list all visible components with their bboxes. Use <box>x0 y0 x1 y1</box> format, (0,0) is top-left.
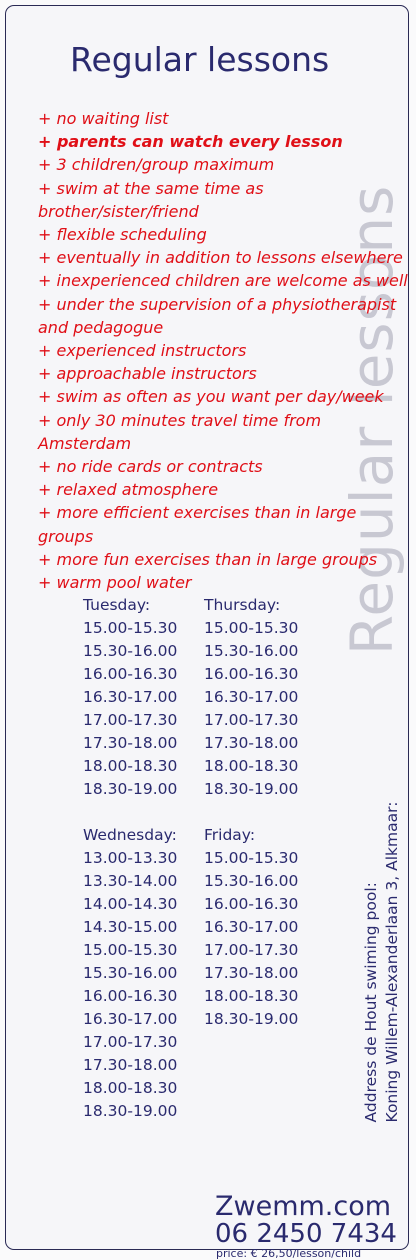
time-slot: 16.00-16.30 <box>83 987 178 1005</box>
feature-item: + under the supervision of a physiotherapist <box>38 294 397 314</box>
feature-item: + eventually in addition to lessons elsewhere <box>38 248 403 268</box>
time-slot: 15.00-15.30 <box>83 619 178 637</box>
time-slot: 15.00-15.30 <box>83 941 178 959</box>
time-slot: 17.30-18.00 <box>204 734 299 752</box>
day-heading: Wednesday: <box>83 826 177 844</box>
info-card <box>5 5 409 1260</box>
time-slot: 15.30-16.00 <box>83 964 178 982</box>
feature-item: + warm pool water <box>38 573 192 593</box>
time-slot: 15.30-16.00 <box>204 872 299 890</box>
time-slot: 17.00-17.30 <box>204 941 299 959</box>
day-heading: Friday: <box>204 826 256 844</box>
time-slot: 16.00-16.30 <box>83 665 178 683</box>
time-slot: 17.30-18.00 <box>204 964 299 982</box>
pool-address <box>361 802 403 1123</box>
watermark-text: Regular lessons <box>338 184 406 656</box>
time-slot: 14.30-15.00 <box>83 918 178 936</box>
time-slot: 18.30-19.00 <box>83 1102 178 1120</box>
time-slot: 17.00-17.30 <box>204 711 299 729</box>
time-slot: 16.00-16.30 <box>204 665 299 683</box>
time-slot: 18.30-19.00 <box>204 780 299 798</box>
time-slot: 16.00-16.30 <box>204 895 299 913</box>
day-heading: Thursday: <box>204 596 281 614</box>
time-slot: 18.00-18.30 <box>204 987 299 1005</box>
feature-item: + flexible scheduling <box>38 225 207 245</box>
time-slot: 18.30-19.00 <box>204 1010 299 1028</box>
time-slot: 16.30-17.00 <box>204 688 299 706</box>
feature-item: + experienced instructors <box>38 341 247 361</box>
time-slot: 17.30-18.00 <box>83 1056 178 1074</box>
feature-item: + only 30 minutes travel time from Amsterdam <box>38 410 322 453</box>
time-slot: 15.30-16.00 <box>83 642 178 660</box>
time-slot: 14.00-14.30 <box>83 895 178 913</box>
address-line-2: Koning Willem-Alexanderlaan 3, Alkmaar: <box>383 801 401 1123</box>
feature-item: + 3 children/group maximum <box>38 155 275 175</box>
feature-item: + parents can watch every lesson <box>38 132 343 152</box>
time-slot: 13.00-13.30 <box>83 849 178 867</box>
schedule-friday <box>204 824 298 1031</box>
time-slot: 15.00-15.30 <box>204 849 299 867</box>
feature-item: + no waiting list <box>38 109 169 128</box>
time-slot: 13.30-14.00 <box>83 872 178 890</box>
feature-item: + swim as often as you want per day/week <box>38 387 384 407</box>
day-heading: Tuesday: <box>83 596 151 614</box>
schedule-thursday <box>204 594 298 801</box>
schedule-wednesday <box>83 824 177 1123</box>
phone-number[interactable]: 06 2450 7434 <box>215 1219 397 1249</box>
time-slot: 16.30-17.00 <box>83 1010 178 1028</box>
time-slot: 17.00-17.30 <box>83 1033 178 1051</box>
schedule-tuesday <box>83 594 177 801</box>
feature-item: and pedagogue <box>38 317 164 337</box>
feature-item: + relaxed atmosphere <box>38 480 219 500</box>
feature-item: + swim at the same time as brother/sister/friend <box>38 178 264 221</box>
website-link[interactable]: Zwemm.com <box>215 1191 392 1222</box>
time-slot: 18.00-18.30 <box>83 757 178 775</box>
feature-item: + no ride cards or contracts <box>38 457 263 477</box>
time-slot: 17.00-17.30 <box>83 711 178 729</box>
time-slot: 16.30-17.00 <box>204 918 299 936</box>
feature-item: + approachable instructors <box>38 364 257 384</box>
time-slot: 15.30-16.00 <box>204 642 299 660</box>
feature-item: + more efficient exercises than in large groups <box>38 503 357 546</box>
time-slot: 18.00-18.30 <box>83 1079 178 1097</box>
address-line-1: Address de Hout swiming pool: <box>362 882 380 1123</box>
page-title: Regular lessons <box>70 40 330 79</box>
time-slot: 16.30-17.00 <box>83 688 178 706</box>
time-slot: 18.30-19.00 <box>83 780 178 798</box>
feature-list <box>38 107 408 594</box>
time-slot: 18.00-18.30 <box>204 757 299 775</box>
price-text: price: € 26,50/lesson/child <box>216 1247 362 1260</box>
feature-item: + more fun exercises than in large groups <box>38 549 378 569</box>
feature-item: + inexperienced children are welcome as well <box>38 271 408 291</box>
time-slot: 15.00-15.30 <box>204 619 299 637</box>
time-slot: 17.30-18.00 <box>83 734 178 752</box>
